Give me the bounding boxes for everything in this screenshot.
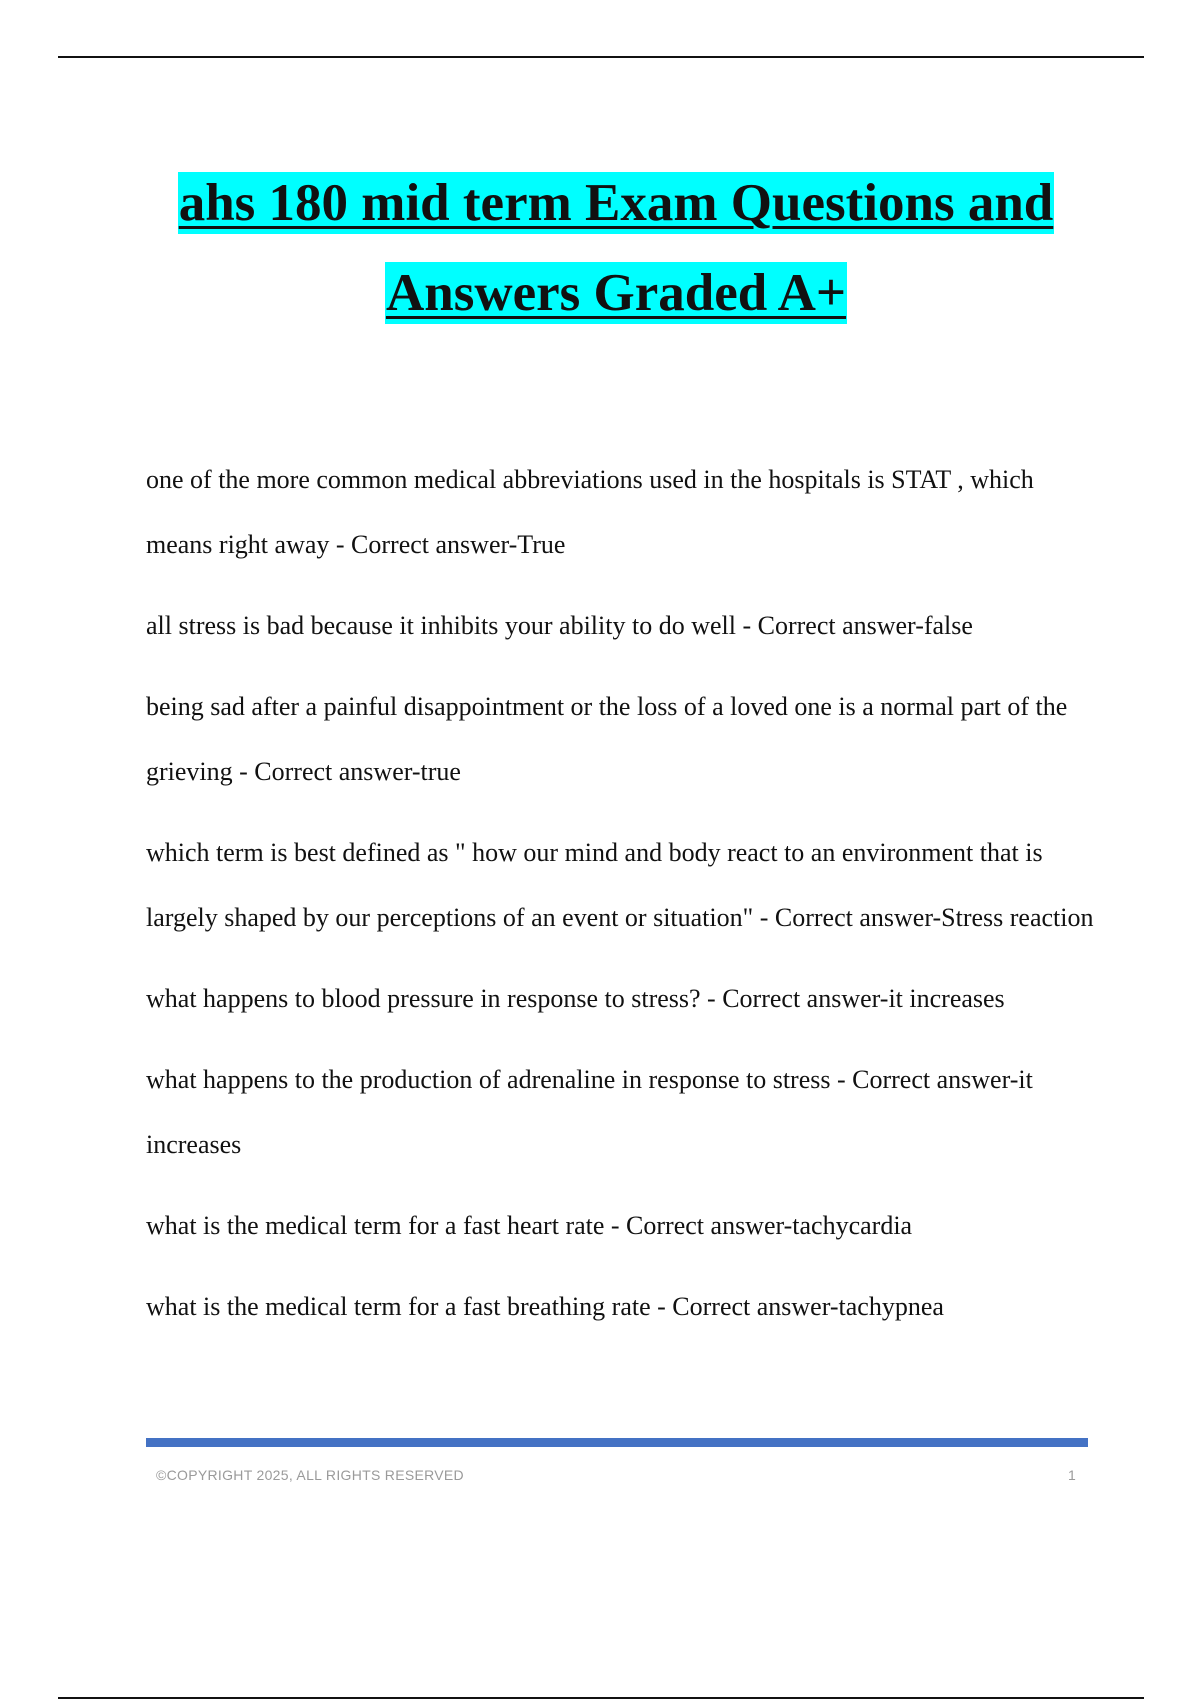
qa-item: all stress is bad because it inhibits your ability to do well - Correct answer-false xyxy=(146,611,973,640)
qa-item: one of the more common medical abbreviations used in the hospitals is STAT , which means right away - Correct answer-True xyxy=(146,465,1034,559)
qa-item: what happens to the production of adrenaline in response to stress - Correct answer-it increases xyxy=(146,1065,1033,1159)
top-rule xyxy=(58,56,1144,58)
document-title xyxy=(0,172,1200,324)
qa-item: what is the medical term for a fast heart rate - Correct answer-tachycardia xyxy=(146,1211,913,1240)
qa-item: being sad after a painful disappointment or the loss of a loved one is a normal part of the grieving - Correct answer-true xyxy=(146,692,1068,786)
title-line-1: ahs 180 mid term Exam Questions and xyxy=(178,174,1054,232)
qa-list xyxy=(146,447,1096,1355)
qa-item: what happens to blood pressure in response to stress? - Correct answer-it increases xyxy=(146,984,1005,1013)
footer-bar xyxy=(146,1438,1088,1447)
title-line-2: Answers Graded A+ xyxy=(385,264,847,322)
bottom-rule xyxy=(58,1697,1144,1699)
qa-item: what is the medical term for a fast breathing rate - Correct answer-tachypnea xyxy=(146,1292,944,1321)
page-number: 1 xyxy=(1068,1467,1076,1483)
qa-item: which term is best defined as " how our mind and body react to an environment that is largely shaped by our perceptions of an event or situation" - Correct answer-Stress reaction xyxy=(146,838,1094,932)
footer-copyright: ©COPYRIGHT 2025, ALL RIGHTS RESERVED xyxy=(156,1467,464,1483)
